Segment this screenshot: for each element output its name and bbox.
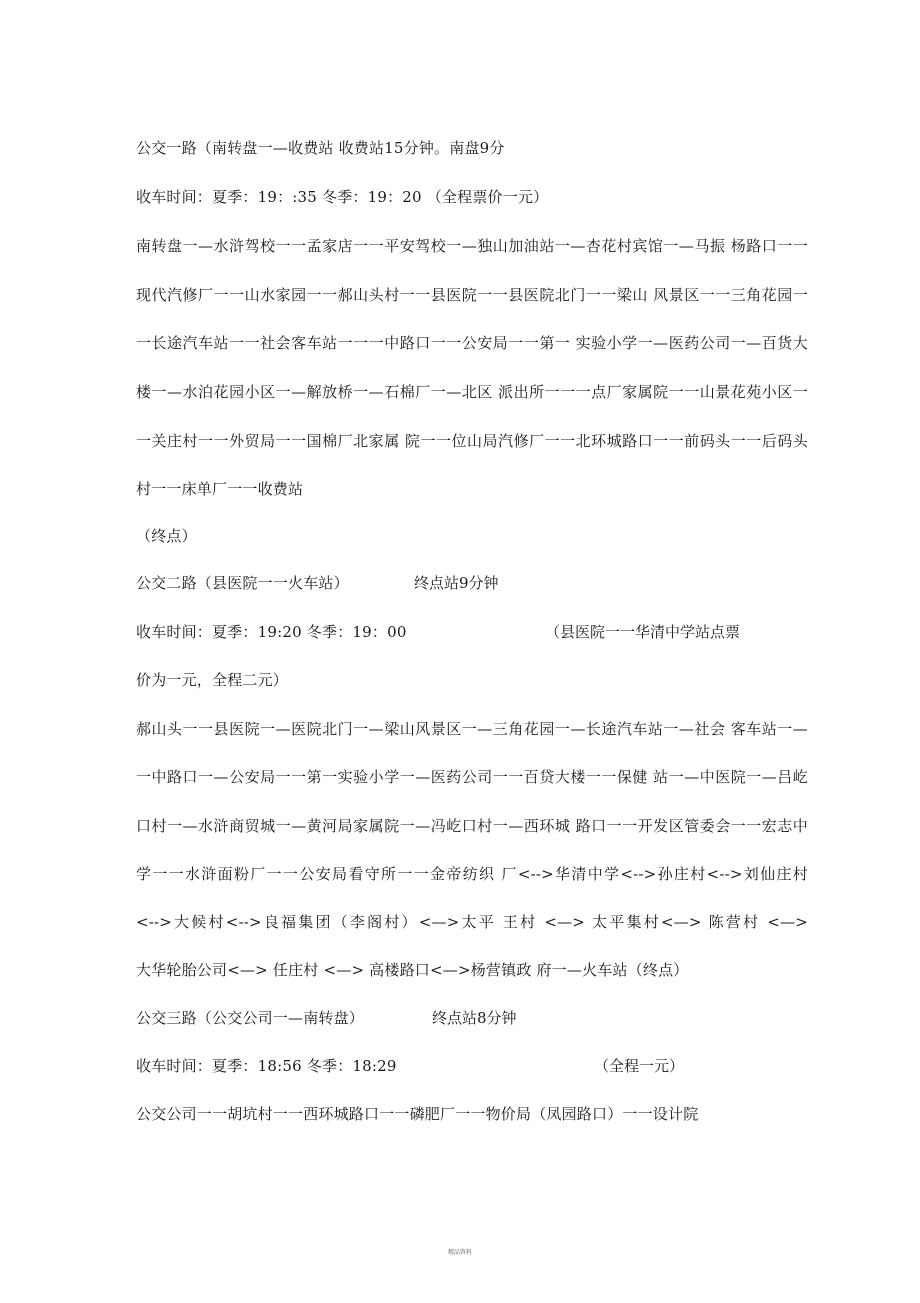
- route2-stops-line-2: 一中路口一—公安局一一第一实验小学一—医药公司一一百贷大楼一一保健 站一—中医院一—吕屹: [136, 768, 808, 786]
- route2-fare-note: （县医院一一华清中学站点票: [545, 623, 741, 641]
- route3-fare-note: （全程一元）: [594, 1057, 685, 1075]
- route1-end: （终点）: [136, 527, 197, 545]
- route1-title: 公交一路（南转盘一—收费站 收费站15分钟。南盘9分: [136, 139, 505, 157]
- route3-title: 公交三路（公交公司一—南转盘）: [136, 1009, 365, 1027]
- route2-fare-note-cont: 价为一元，全程二元）: [136, 671, 289, 689]
- route2-stops-line-5: <-->大候村<-->良福集团（李阁村）<—>太平 王村 <—> 太平集村<—> 陈营村 <—>: [136, 913, 808, 931]
- route2-schedule: 收车时间：夏季：19:20 冬季：19：00: [136, 623, 407, 641]
- route1-stops-line-3: 一长途汽车站一一社会客车站一一一中路口一一公安局一一第一 实验小学一—医药公司一—百货大: [136, 334, 808, 352]
- route2-interval: 终点站9分钟: [414, 574, 499, 592]
- route2-stops-line-4: 学一一水浒面粉厂一一公安局看守所一一金帝纺织 厂<-->华清中学<-->孙庄村<-->刘仙庄村: [136, 865, 808, 883]
- route1-schedule: 收车时间：夏季：19：:35 冬季：19：20 （全程票价一元）: [136, 188, 549, 206]
- route3-interval: 终点站8分钟: [432, 1009, 517, 1027]
- route2-stops-line-6: 大华轮胎公司<—> 任庄村 <—> 高楼路口<—>杨营镇政 府一—火车站（终点）: [136, 961, 689, 979]
- route2-title: 公交二路（县医院一一火车站）: [136, 574, 349, 592]
- route2-stops-line-3: 口村一—水浒商贸城一—黄河局家属院一—冯屹口村一—西环城 路口一一开发区管委会一一宏志中: [136, 817, 808, 835]
- route1-stops-line-2: 现代汽修厂一一山水家园一一郝山头村一一县医院一一县医院北门一一梁山 风景区一一三角花园一: [136, 286, 808, 304]
- route3-schedule: 收车时间：夏季：18:56 冬季：18:29: [136, 1057, 397, 1075]
- route3-stops-line-1: 公交公司一一胡坑村一一西环城路口一一磷肥厂一一物价局（凤园路口）一一设计院: [136, 1105, 699, 1123]
- route1-stops-line-5: 一关庄村一一外贸局一一国棉厂北家属 院一一位山局汽修厂一一北环城路口一一前码头一一后码头: [136, 432, 808, 450]
- route1-stops-line-6: 村一一床单厂一一收费站: [136, 480, 304, 498]
- route1-stops-line-4: 楼一—水泊花园小区一—解放桥一—石棉厂一—北区 派出所一一一点厂家属院一一山景花苑小区一: [136, 383, 808, 401]
- route2-stops-line-1: 郝山头一一县医院一—医院北门一—梁山风景区一—三角花园一—长途汽车站一—社会 客车站一—: [136, 720, 808, 738]
- route1-stops-line-1: 南转盘一—水浒驾校一一孟家店一一平安驾校一—独山加油站一—杏花村宾馆一—马振 杨路口一一: [136, 237, 808, 255]
- page-footer: 精品资料: [447, 1249, 472, 1256]
